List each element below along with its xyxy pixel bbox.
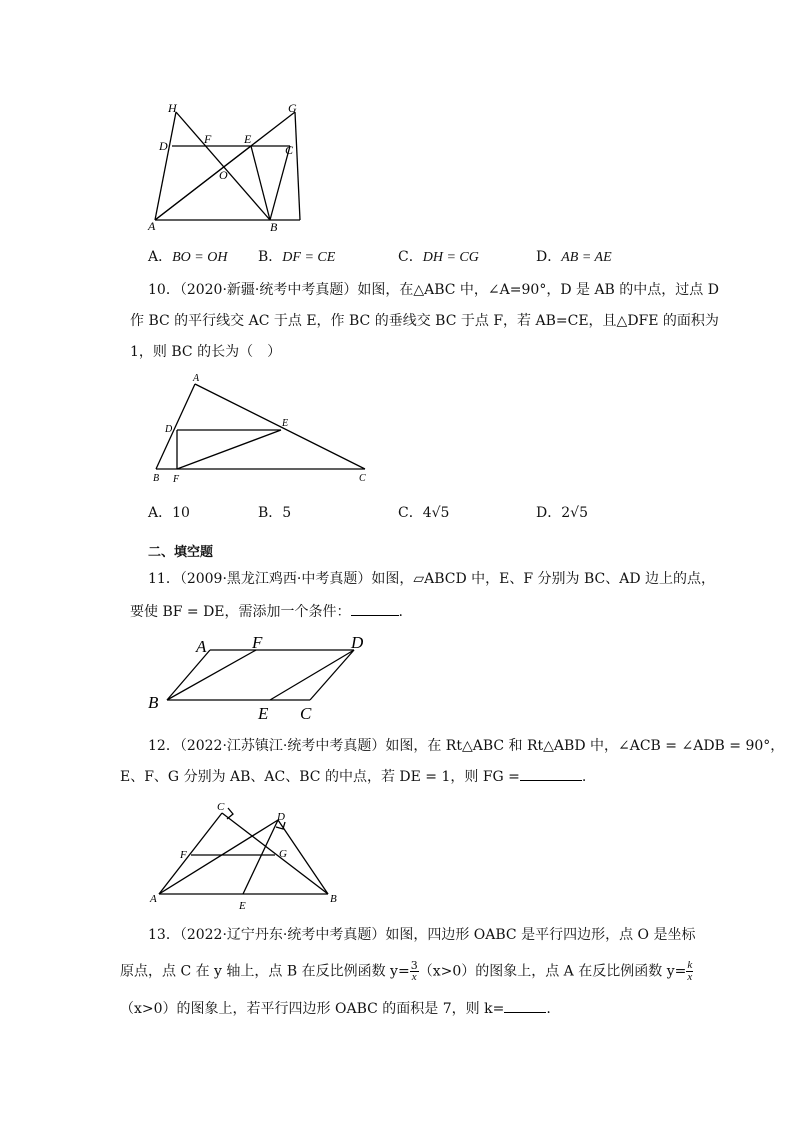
q9-options <box>148 247 708 267</box>
q9-label-d: D <box>159 139 168 153</box>
q9-label-o: O <box>219 168 228 182</box>
q10-option-b[interactable]: B．5 <box>258 505 292 521</box>
q11-label-b: B <box>148 693 159 712</box>
q13-line-1: 13．（2022·辽宁丹东·统考中考真题）如图，四边形 OABC 是平行四边形，点 O 是坐标 <box>148 927 696 943</box>
q10-label-a: A <box>193 373 200 384</box>
q10-label-d: D <box>165 424 173 435</box>
q13-fraction-3-over-x: $\frac{3}{x}$ <box>410 959 418 983</box>
q11-answer-blank[interactable] <box>351 601 399 616</box>
q13-answer-blank[interactable] <box>504 998 546 1013</box>
q12-label-d: D <box>277 811 285 823</box>
q12-line-1: 12．（2022·江苏镇江·统考中考真题）如图，在 Rt△ABC 和 Rt△ABD 中，∠ACB = ∠ADB = 90°， <box>148 738 785 754</box>
q12-answer-blank[interactable] <box>520 766 582 781</box>
q10-label-b: B <box>153 473 160 484</box>
q9-label-e: E <box>244 132 252 146</box>
q12-figure <box>145 796 355 916</box>
q9-label-f: F <box>204 132 212 146</box>
q10-option-c[interactable]: C．4√5 <box>398 505 450 521</box>
q10-option-a[interactable]: A．10 <box>148 505 190 521</box>
q10-line-1: 10．（2020·新疆·统考中考真题）如图，在△ABC 中，∠A=90°，D 是 AB 的中点，过点 D <box>148 282 719 298</box>
q12-line-2: E、F、G 分别为 AB、AC、BC 的中点，若 DE = 1，则 FG = . <box>120 766 586 787</box>
q12-label-a: A <box>150 893 157 905</box>
q10-label-e: E <box>282 418 289 429</box>
q9-option-c[interactable]: C．DH = CG <box>398 249 479 265</box>
q9-figure <box>140 96 320 238</box>
q10-label-f: F <box>173 474 180 485</box>
q9-label-g: G <box>288 101 297 115</box>
q11-label-a: A <box>196 637 207 656</box>
q11-label-f: F <box>252 633 263 652</box>
q12-label-e: E <box>239 900 246 912</box>
q10-figure <box>145 368 385 488</box>
q10-line-3: 1，则 BC 的长为（ ） <box>130 344 282 360</box>
q12-label-b: B <box>330 893 337 905</box>
q12-label-g: G <box>279 848 287 860</box>
q9-label-b: B <box>270 220 278 234</box>
q12-label-c: C <box>217 801 225 813</box>
q9-label-h: H <box>168 101 177 115</box>
section-title: 二、填空题 <box>148 545 214 560</box>
q9-option-a[interactable]: A．BO = OH <box>148 249 228 265</box>
q9-option-b[interactable]: B．DF = CE <box>258 249 336 265</box>
q11-line-1: 11．（2009·黑龙江鸡西·中考真题）如图，▱ABCD 中，E、F 分别为 BC、AD 边上的点， <box>148 571 716 587</box>
q11-label-c: C <box>300 704 312 723</box>
q10-option-d[interactable]: D．2√5 <box>536 505 588 521</box>
q10-line-2: 作 BC 的平行线交 AC 于点 E，作 BC 的垂线交 BC 于点 F，若 AB=CE，且△DFE 的面积为 <box>130 313 719 329</box>
q12-label-f: F <box>180 849 187 861</box>
q13-fraction-k-over-x: $\frac{k}{x}$ <box>687 959 693 983</box>
q9-option-d[interactable]: D．AB = AE <box>536 249 612 265</box>
q9-label-a: A <box>148 219 156 233</box>
q10-label-c: C <box>359 473 366 484</box>
q11-figure <box>140 630 380 725</box>
q11-label-e: E <box>258 704 269 723</box>
q9-label-c: C <box>285 143 294 157</box>
q13-line-2: 原点，点 C 在 y 轴上，点 B 在反比例函数 y= $\frac{3}{x}$ （x>0）的图象上，点 A 在反比例函数 y= $\frac{k}{x}$ <box>120 959 693 983</box>
q10-options <box>148 503 708 523</box>
q13-line-3: （x>0）的图象上，若平行四边形 OABC 的面积是 7，则 k= . <box>120 998 551 1019</box>
q11-label-d: D <box>351 633 364 652</box>
q11-line-2: 要使 BF = DE，需添加一个条件： . <box>130 601 403 622</box>
